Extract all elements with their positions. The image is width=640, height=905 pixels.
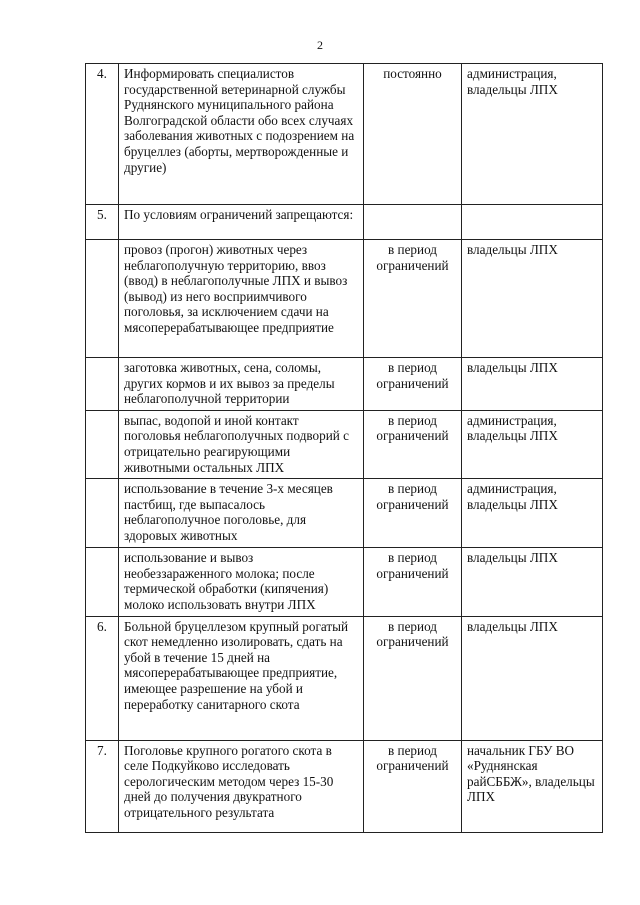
table-row (86, 64, 603, 205)
measure-text: выпас, водопой и иной контакт поголовья неблагополучных подворий с отрицательно реагирующими животными остальных ЛПХ (119, 410, 364, 478)
term-cell: в период ограничений (364, 548, 462, 616)
measure-text: Поголовье крупного рогатого скота в селе Подкуйково исследовать серологическим методом через 15-30 дней до получения двукратного отрицательного результата (119, 740, 364, 832)
row-number (86, 240, 119, 358)
responsible-cell: владельцы ЛПХ (462, 548, 603, 616)
page-number: 2 (317, 38, 323, 52)
responsible-cell: администрация, владельцы ЛПХ (462, 479, 603, 548)
measures-table (85, 63, 603, 833)
table-row (86, 410, 603, 478)
table-row (86, 240, 603, 358)
term-cell: в период ограничений (364, 240, 462, 358)
table-row (86, 616, 603, 740)
row-number: 5. (86, 205, 119, 240)
responsible-cell: владельцы ЛПХ (462, 616, 603, 740)
responsible-cell: администрация, владельцы ЛПХ (462, 64, 603, 205)
table-row (86, 358, 603, 411)
row-number (86, 479, 119, 548)
term-cell: в период ограничений (364, 616, 462, 740)
table-row (86, 479, 603, 548)
measure-text: заготовка животных, сена, соломы, других кормов и их вывоз за пределы неблагополучной территории (119, 358, 364, 411)
row-number: 7. (86, 740, 119, 832)
responsible-cell (462, 205, 603, 240)
responsible-cell: владельцы ЛПХ (462, 358, 603, 411)
row-number (86, 358, 119, 411)
row-number: 4. (86, 64, 119, 205)
row-number (86, 410, 119, 478)
term-cell (364, 205, 462, 240)
measure-text: использование и вывоз необеззараженного молока; после термической обработки (кипячения) молоко использовать внутри ЛПХ (119, 548, 364, 616)
measure-text: По условиям ограничений запрещаются: (119, 205, 364, 240)
responsible-cell: администрация, владельцы ЛПХ (462, 410, 603, 478)
measure-text: Информировать специалистов государственной ветеринарной службы Руднянского муниципального района Волгоградской области обо всех случаях заболевания животных с подозрением на бруцеллез (аборты, мертворожденные и другие) (119, 64, 364, 205)
table-row (86, 548, 603, 616)
term-cell: в период ограничений (364, 479, 462, 548)
measure-text: Больной бруцеллезом крупный рогатый скот немедленно изолировать, сдать на убой в течение 15 дней на мясоперерабатывающее предприятие, имеющее разрешение на убой и переработку санитарного скота (119, 616, 364, 740)
table-row (86, 205, 603, 240)
term-cell: постоянно (364, 64, 462, 205)
measure-text: провоз (прогон) животных через неблагополучную территорию, ввоз (ввод) в неблагополучные ЛПХ и вывоз (вывод) из него восприимчивого поголовья, за исключением сдачи на мясоперерабатывающее предприятие (119, 240, 364, 358)
responsible-cell: владельцы ЛПХ (462, 240, 603, 358)
responsible-cell: начальник ГБУ ВО «Руднянская райСББЖ», владельцы ЛПХ (462, 740, 603, 832)
measure-text: использование в течение 3-х месяцев пастбищ, где выпасалось неблагополучное поголовье, для здоровых животных (119, 479, 364, 548)
row-number (86, 548, 119, 616)
term-cell: в период ограничений (364, 358, 462, 411)
table-row (86, 740, 603, 832)
term-cell: в период ограничений (364, 740, 462, 832)
term-cell: в период ограничений (364, 410, 462, 478)
row-number: 6. (86, 616, 119, 740)
